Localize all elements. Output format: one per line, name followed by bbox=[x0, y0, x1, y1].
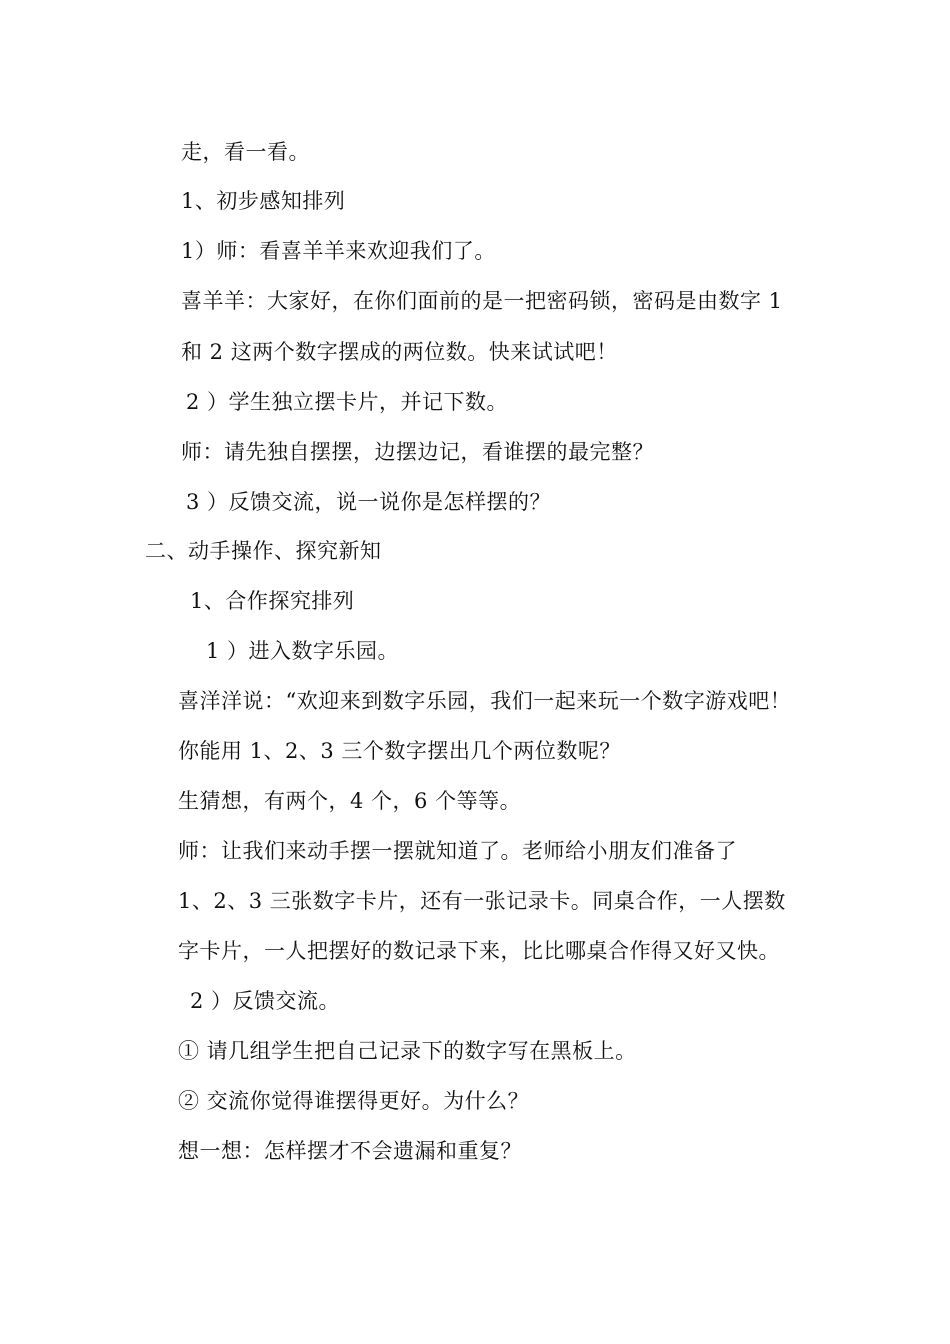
text-line-12: 喜洋洋说：“欢迎来到数字乐园，我们一起来玩一个数字游戏吧！ bbox=[178, 689, 792, 713]
text-line-7: 师：请先独自摆摆，边摆边记，看谁摆的最完整？ bbox=[181, 440, 654, 464]
text-line-18: 2 ）反馈交流。 bbox=[190, 989, 341, 1013]
text-line-3: 1）师：看喜羊羊来欢迎我们了。 bbox=[181, 239, 496, 263]
text-line-8: 3 ）反馈交流，说一说你是怎样摆的？ bbox=[186, 490, 552, 514]
text-line-15: 师：让我们来动手摆一摆就知道了。老师给小朋友们准备了 bbox=[178, 839, 737, 863]
text-line-4: 喜羊羊：大家好，在你们面前的是一把密码锁，密码是由数字 1 bbox=[181, 289, 783, 313]
text-line-20: ② 交流你觉得谁摆得更好。为什么？ bbox=[178, 1089, 530, 1113]
text-line-16: 1、2、3 三张数字卡片，还有一张记录卡。同桌合作，一人摆数 bbox=[178, 889, 786, 913]
text-line-1: 走，看一看。 bbox=[181, 140, 310, 164]
text-line-21: 想一想：怎样摆才不会遗漏和重复？ bbox=[178, 1139, 522, 1163]
section-heading-1: 1、初步感知排列 bbox=[181, 189, 346, 213]
section-heading-3: 1、合作探究排列 bbox=[190, 589, 355, 613]
section-heading-2: 二、动手操作、探究新知 bbox=[145, 539, 382, 563]
text-line-6: 2 ）学生独立摆卡片，并记下数。 bbox=[186, 390, 509, 414]
text-line-14: 生猜想，有两个，4 个，6 个等等。 bbox=[178, 789, 522, 813]
text-line-13: 你能用 1、2、3 三个数字摆出几个两位数呢？ bbox=[178, 739, 621, 763]
text-line-11: 1 ）进入数字乐园。 bbox=[206, 639, 400, 663]
text-line-17: 字卡片，一人把摆好的数记录下来，比比哪桌合作得又好又快。 bbox=[178, 939, 780, 963]
text-line-19: ① 请几组学生把自己记录下的数字写在黑板上。 bbox=[178, 1039, 637, 1063]
text-line-5: 和 2 这两个数字摆成的两位数。快来试试吧！ bbox=[181, 340, 618, 364]
